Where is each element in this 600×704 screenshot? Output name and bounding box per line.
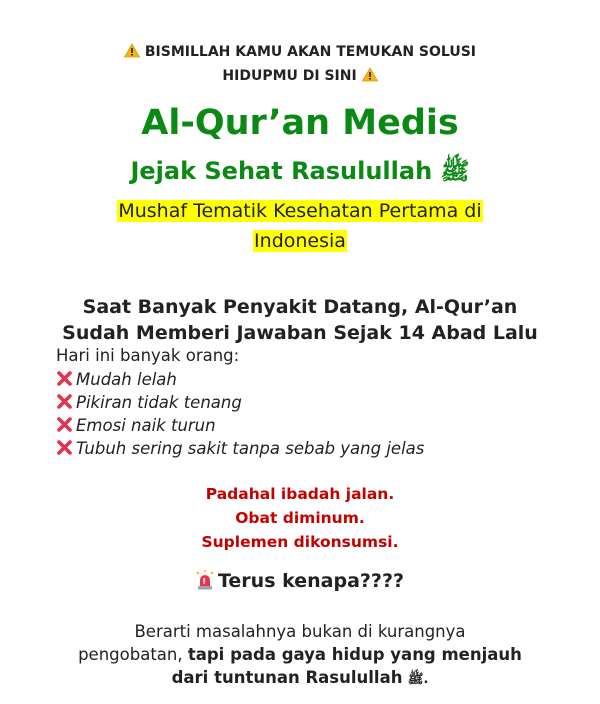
page-title: Al-Qur’an Medis (141, 103, 459, 143)
section-heading-line1: Saat Banyak Penyakit Datang, Al-Qur’an (82, 296, 518, 318)
list-item (56, 437, 424, 460)
intro-text: Hari ini banyak orang: (56, 346, 240, 365)
problem-list (56, 368, 424, 460)
section-heading-line2: Sudah Memberi Jawaban Sejak 14 Abad Lalu (62, 322, 538, 344)
question-heading (0, 568, 600, 594)
list-item (56, 391, 424, 414)
top-note-line2: HIDUPMU DI SINI (222, 68, 357, 84)
emphasis-line: Padahal ibadah jalan. (205, 485, 395, 503)
list-item (56, 414, 424, 437)
list-item (56, 368, 424, 391)
closing-line1: Berarti masalahnya bukan di kurangnya (134, 622, 466, 641)
cross-mark-icon (56, 370, 73, 387)
emphasis-line: Obat diminum. (235, 509, 365, 527)
warning-icon (362, 67, 378, 82)
emphasis-block (0, 482, 600, 554)
emphasis-line: Suplemen dikonsumsi. (201, 533, 399, 551)
closing-line3-bold: dari tuntunan Rasulullah (171, 668, 403, 687)
siren-icon (196, 570, 214, 590)
cross-mark-icon (56, 393, 73, 410)
closing-line2-plain: pengobatan, (78, 645, 188, 664)
closing-line2-bold: tapi pada gaya hidup yang menjauh (187, 645, 522, 664)
problem-text: Mudah lelah (76, 370, 177, 389)
warning-icon (124, 43, 140, 58)
cross-mark-icon (56, 439, 73, 456)
page-subtitle: Jejak Sehat Rasulullah ﷺ (130, 157, 470, 185)
tagline (60, 196, 540, 256)
section-heading (40, 294, 560, 346)
saw-symbol: ﷺ. (407, 672, 429, 687)
top-note (0, 40, 600, 88)
problem-text: Emosi naik turun (76, 416, 216, 435)
tagline-line1: Mushaf Tematik Kesehatan Pertama di (118, 200, 482, 222)
problem-text: Pikiran tidak tenang (76, 393, 242, 412)
closing-paragraph (40, 620, 560, 691)
tagline-line2: Indonesia (254, 230, 346, 252)
problem-text: Tubuh sering sakit tanpa sebab yang jelas (76, 439, 425, 458)
top-note-line1: BISMILLAH KAMU AKAN TEMUKAN SOLUSI (144, 44, 476, 60)
question-text: Terus kenapa???? (217, 570, 404, 592)
cross-mark-icon (56, 416, 73, 433)
